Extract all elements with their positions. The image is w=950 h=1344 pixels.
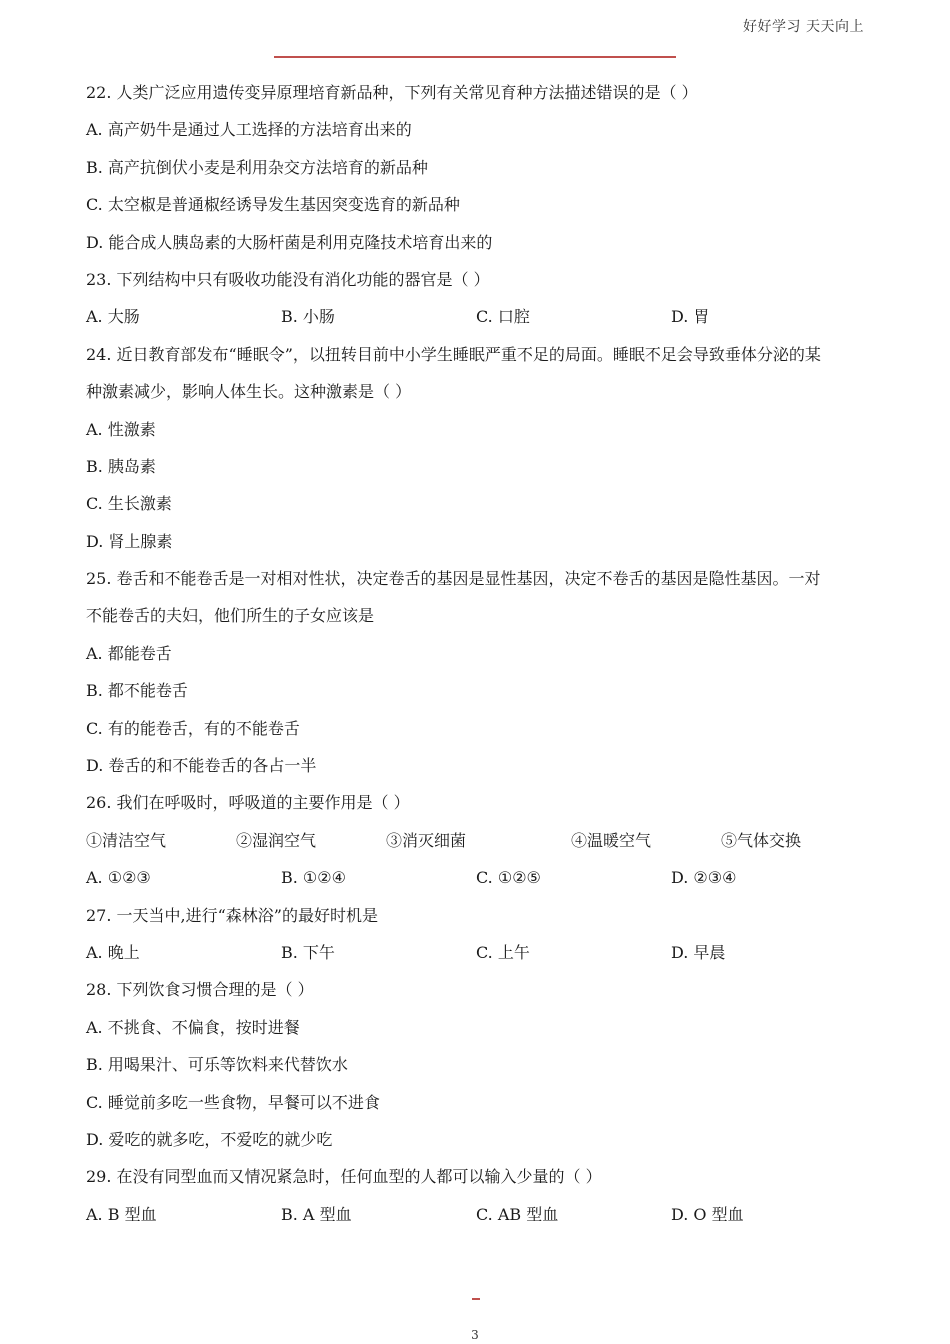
question-27-options xyxy=(86,934,866,971)
question-26-option-c: C. ①②⑤ xyxy=(476,868,541,888)
question-24-stem-line-2: 种激素减少，影响人体生长。这种激素是（ ） xyxy=(86,382,412,402)
question-23-stem: 23. 下列结构中只有吸收功能没有消化功能的器官是（ ） xyxy=(86,269,490,289)
question-28-option-b: B. 用喝果汁、可乐等饮料来代替饮水 xyxy=(86,1055,348,1075)
question-29 xyxy=(86,1158,866,1233)
question-22-option-b: B. 高产抗倒伏小麦是利用杂交方法培育的新品种 xyxy=(86,157,428,177)
question-26-option-d: D. ②③④ xyxy=(671,868,737,888)
question-25-option-b: B. 都不能卷舌 xyxy=(86,681,188,701)
question-28-option-d: D. 爱吃的就多吃，不爱吃的就少吃 xyxy=(86,1129,333,1149)
question-26-item-4: ④温暖空气 xyxy=(571,830,652,850)
question-24-option-a: A. 性激素 xyxy=(86,419,156,439)
question-29-options xyxy=(86,1196,866,1233)
question-22-option-c: C. 太空椒是普通椒经诱导发生基因突变选育的新品种 xyxy=(86,195,460,215)
question-29-option-a: A. B 型血 xyxy=(86,1204,157,1224)
question-22-option-a: A. 高产奶牛是通过人工选择的方法培育出来的 xyxy=(86,120,412,140)
question-25-stem-line-1: 25. 卷舌和不能卷舌是一对相对性状，决定卷舌的基因是显性基因，决定不卷舌的基因是隐性基因。一对 xyxy=(86,569,821,589)
question-26-stem: 26. 我们在呼吸时，呼吸道的主要作用是（ ） xyxy=(86,793,410,813)
header-rule xyxy=(274,56,676,58)
question-26-item-2: ②湿润空气 xyxy=(236,830,317,850)
question-29-option-d: D. O 型血 xyxy=(671,1204,744,1224)
question-list xyxy=(86,74,866,1233)
question-24-option-d: D. 肾上腺素 xyxy=(86,531,173,551)
question-26-item-5: ⑤气体交换 xyxy=(721,830,802,850)
question-22-stem: 22. 人类广泛应用遗传变异原理培育新品种，下列有关常见育种方法描述错误的是（ ） xyxy=(86,83,698,102)
question-25-stem-line-2: 不能卷舌的夫妇，他们所生的子女应该是 xyxy=(86,606,375,626)
page-number: 3 xyxy=(471,1328,479,1342)
question-25-option-a: A. 都能卷舌 xyxy=(86,643,172,663)
question-27-option-c: C. 上午 xyxy=(476,942,530,962)
question-24-stem-line-1: 24. 近日教育部发布“睡眠令”，以扭转目前中小学生睡眠严重不足的局面。睡眠不足会导致垂体分泌的某 xyxy=(86,344,821,364)
question-25-option-d: D. 卷舌的和不能卷舌的各占一半 xyxy=(86,756,317,776)
question-22-option-d: D. 能合成人胰岛素的大肠杆菌是利用克隆技术培育出来的 xyxy=(86,232,493,252)
question-26-item-3: ③消灭细菌 xyxy=(386,830,467,850)
question-25 xyxy=(86,560,866,784)
question-27-stem: 27. 一天当中,进行“森林浴”的最好时机是 xyxy=(86,905,378,925)
question-29-option-c: C. AB 型血 xyxy=(476,1204,559,1224)
header-motto: 好好学习 天天向上 xyxy=(743,19,864,35)
question-27-option-b: B. 下午 xyxy=(281,942,335,962)
question-27 xyxy=(86,897,866,972)
question-28 xyxy=(86,971,866,1158)
question-27-option-d: D. 早晨 xyxy=(671,942,726,962)
question-23-option-a: A. 大肠 xyxy=(86,307,140,327)
footer-mark xyxy=(472,1298,480,1300)
question-28-option-c: C. 睡觉前多吃一些食物，早餐可以不进食 xyxy=(86,1092,380,1112)
question-27-option-a: A. 晚上 xyxy=(86,942,140,962)
question-24-option-c: C. 生长激素 xyxy=(86,494,172,514)
question-24 xyxy=(86,336,866,560)
question-26-option-a: A. ①②③ xyxy=(86,868,151,888)
question-29-option-b: B. A 型血 xyxy=(281,1204,352,1224)
question-23-option-c: C. 口腔 xyxy=(476,307,530,327)
question-28-stem: 28. 下列饮食习惯合理的是（ ） xyxy=(86,980,314,1000)
question-26-option-b: B. ①②④ xyxy=(281,868,346,888)
question-23-options xyxy=(86,298,866,335)
question-28-option-a: A. 不挑食、不偏食，按时进餐 xyxy=(86,1017,300,1037)
question-26 xyxy=(86,784,866,896)
question-29-stem: 29. 在没有同型血而又情况紧急时，任何血型的人都可以输入少量的（ ） xyxy=(86,1167,602,1187)
question-23 xyxy=(86,261,866,336)
question-26-options xyxy=(86,859,866,896)
question-23-option-b: B. 小肠 xyxy=(281,307,335,327)
question-25-option-c: C. 有的能卷舌，有的不能卷舌 xyxy=(86,718,300,738)
question-22 xyxy=(86,74,866,261)
question-26-items xyxy=(86,822,866,859)
question-24-option-b: B. 胰岛素 xyxy=(86,456,156,476)
question-26-item-1: ①清洁空气 xyxy=(86,830,167,850)
question-23-option-d: D. 胃 xyxy=(671,307,710,327)
